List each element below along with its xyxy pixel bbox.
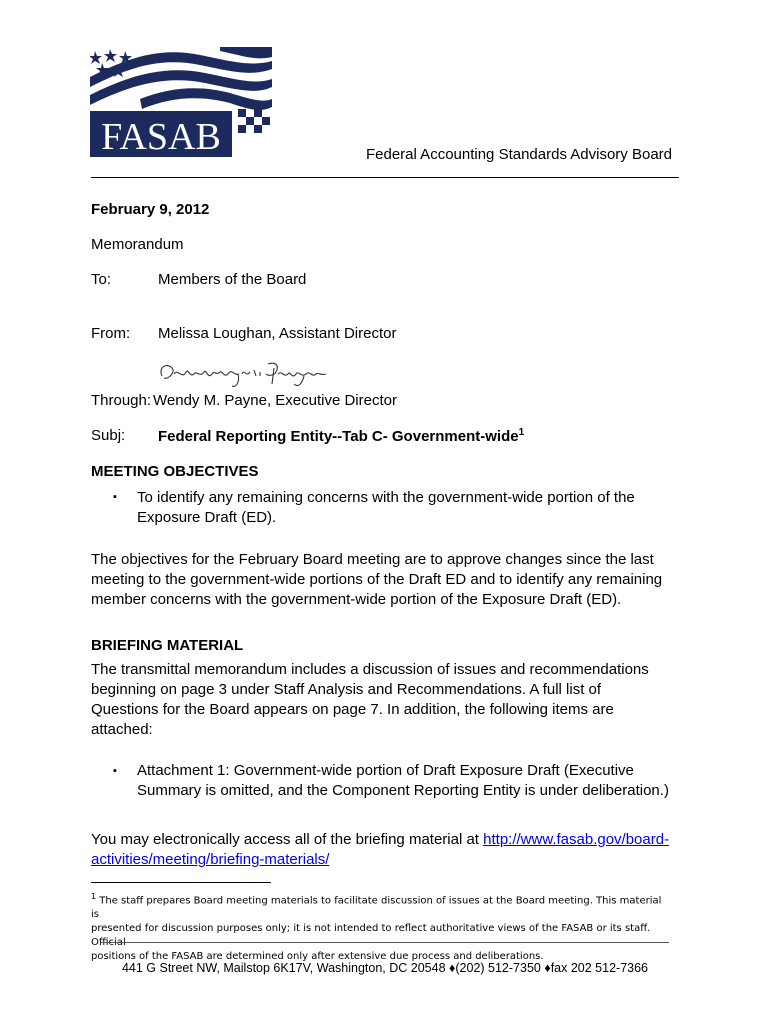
objectives-paragraph: The objectives for the February Board meeting are to approve changes since the last meeting to the government-wide portions of the Draft ED and to identify any remaining member concerns with the government-wide portion of the Exposure Draft (ED). <box>91 551 663 608</box>
footer-divider <box>101 942 669 943</box>
from-value: Melissa Loughan, Assistant Director <box>158 325 397 342</box>
from-label: From: <box>91 325 131 342</box>
through-label: Through: <box>91 392 152 409</box>
signature <box>156 354 356 394</box>
fasab-logo <box>90 47 272 157</box>
bullet-icon: ▪ <box>113 765 117 777</box>
briefing-paragraph: The transmittal memorandum includes a discussion of issues and recommendations beginning on page 3 under Staff Analysis and Recommendations. A full list of Questions for the Board appears on page 7. In addition, the following items are attached: <box>91 661 649 738</box>
footnote-divider <box>91 882 271 883</box>
bullet-icon: ▪ <box>113 491 117 503</box>
objectives-bullet: To identify any remaining concerns with the government-wide portion of the Exposure Draft (ED). <box>137 489 635 526</box>
logo-text: FASAB <box>101 116 221 157</box>
briefing-link[interactable]: http://www.fasab.gov/board- <box>483 831 670 848</box>
access-paragraph: You may electronically access all of the briefing material at http://www.fasab.gov/board- activities/meeting/briefing-materials/ <box>91 831 670 868</box>
subj-footnote-ref: 1 <box>518 427 525 438</box>
to-label: To: <box>91 271 112 288</box>
subj-text: Federal Reporting Entity--Tab C- Government-wide <box>158 428 519 445</box>
to-value: Members of the Board <box>158 271 307 288</box>
subj-value <box>158 427 524 445</box>
briefing-link-continued[interactable]: activities/meeting/briefing-materials/ <box>91 851 330 868</box>
footnote-number: 1 <box>91 892 97 901</box>
subj-label: Subj: <box>91 427 126 444</box>
briefing-heading: BRIEFING MATERIAL <box>91 637 244 654</box>
organization-name: Federal Accounting Standards Advisory Board <box>365 146 672 163</box>
memo-type: Memorandum <box>91 236 184 253</box>
footer-address: 441 G Street NW, Mailstop 6K17V, Washington, DC 20548 ♦(202) 512-7350 ♦fax 202 512-7366 <box>121 961 649 975</box>
objectives-heading: MEETING OBJECTIVES <box>91 463 259 480</box>
through-value: Wendy M. Payne, Executive Director <box>153 392 397 409</box>
footnote: $^1$ The staff prepares Board meeting materials to facilitate discussion of issues at the Board meeting. This material is presented for discussion purposes only; it is not intended to reflect authoritative views of the FASAB or its staff. Official positions of the FASAB are determined only after extensive due process and deliberations. <box>91 892 662 963</box>
memo-date: February 9, 2012 <box>91 201 210 218</box>
attachment-bullet: Attachment 1: Government-wide portion of Draft Exposure Draft (Executive Summary is omitted, and the Component Reporting Entity is under deliberation.) <box>137 762 669 799</box>
header-divider <box>91 177 679 178</box>
